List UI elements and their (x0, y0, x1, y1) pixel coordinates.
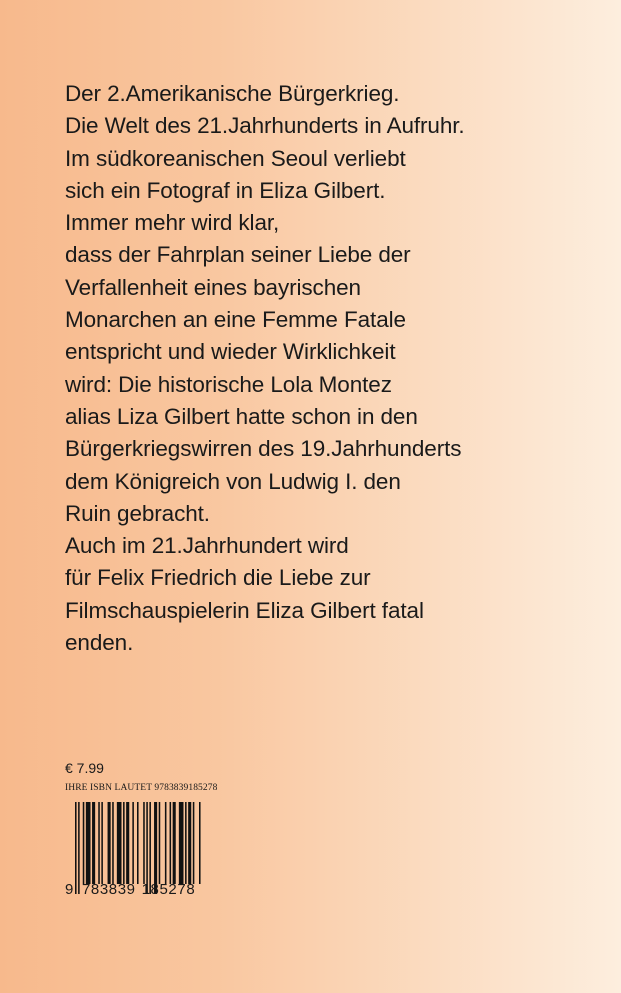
barcode-first-digit: 9 (65, 881, 74, 898)
barcode-bar (199, 802, 201, 884)
barcode-bar (137, 802, 139, 884)
blurb-line: wird: Die historische Lola Montez (65, 371, 392, 397)
blurb-line: Immer mehr wird klar, (65, 210, 280, 236)
blurb-line: Monarchen an eine Femme Fatale (65, 307, 406, 333)
blurb-line: für Felix Friedrich die Liebe zur (65, 565, 371, 591)
barcode-left-group: 783839 (81, 881, 136, 898)
blurb-line: Auch im 21.Jahrhundert wird (65, 533, 349, 559)
barcode-bar (132, 802, 134, 884)
blurb-line: Bürgerkriegswirren des 19.Jahrhunderts (65, 436, 462, 462)
barcode-bar (83, 802, 85, 884)
blurb-line: dem Königreich von Ludwig I. den (65, 468, 401, 494)
barcode-bar (143, 802, 145, 884)
barcode-bar (117, 802, 122, 884)
blurb-text (65, 78, 585, 659)
barcode-bar (108, 802, 111, 884)
blurb-line: Der 2.Amerikanische Bürgerkrieg. (65, 81, 400, 106)
barcode-bar (188, 802, 191, 884)
barcode-bar (112, 802, 114, 884)
blurb-line: entspricht und wieder Wirklichkeit (65, 339, 396, 365)
barcode-bar (101, 802, 103, 884)
barcode-bar (165, 802, 167, 884)
barcode-right-group: 185278 (141, 881, 196, 898)
barcode (65, 802, 205, 912)
barcode-bar (173, 802, 176, 884)
blurb-line: Verfallenheit eines bayrischen (65, 274, 361, 300)
barcode-bar (98, 802, 100, 884)
barcode-bar (193, 802, 195, 884)
blurb-line: Ruin gebracht. (65, 500, 210, 526)
blurb-line: Die Welt des 21.Jahrhunderts in Aufruhr. (65, 113, 465, 139)
blurb-line: sich ein Fotograf in Eliza Gilbert. (65, 177, 386, 203)
blurb-line: Filmschauspielerin Eliza Gilbert fatal (65, 597, 424, 623)
barcode-bar (123, 802, 125, 884)
barcode-bar (179, 802, 184, 884)
barcode-bar (159, 802, 161, 884)
blurb-line: alias Liza Gilbert hatte schon in den (65, 403, 418, 429)
blurb-line: enden. (65, 630, 134, 656)
barcode-bar (126, 802, 129, 884)
barcode-bar (92, 802, 95, 884)
barcode-bar (86, 802, 91, 884)
barcode-bar (185, 802, 187, 884)
isbn-label: IHRE ISBN LAUTET 9783839185278 (65, 783, 218, 793)
barcode-bar (170, 802, 172, 884)
blurb-line: dass der Fahrplan seiner Liebe der (65, 242, 411, 268)
barcode-digits (65, 881, 205, 898)
price-label: € 7.99 (65, 760, 104, 776)
blurb-line: Im südkoreanischen Seoul verliebt (65, 145, 406, 171)
